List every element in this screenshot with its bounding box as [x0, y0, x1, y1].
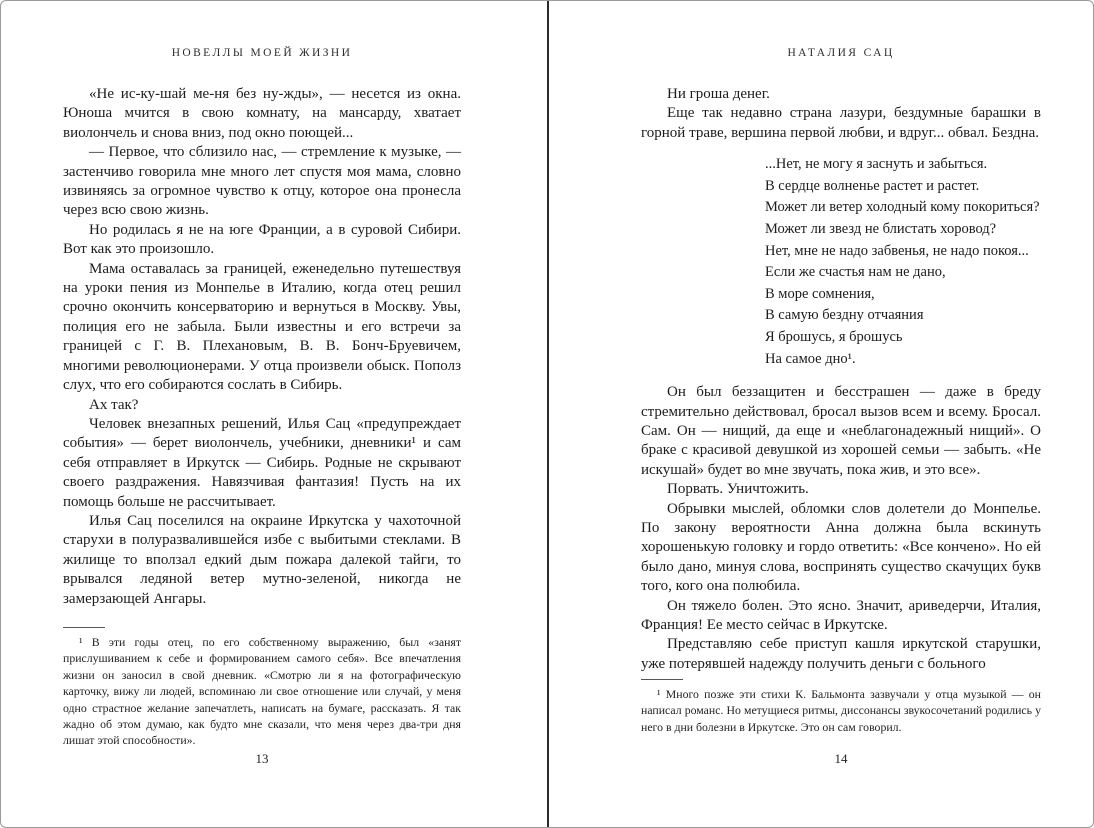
page-right [549, 1, 1094, 827]
paragraph: Ах так? [89, 396, 139, 413]
poem-line: На самое дно¹. [765, 350, 856, 367]
footnote-text: ¹ В эти годы отец, по его собственному выражению, был «занят прислушиванием к себе и формированием самого себя». Все впечатления жизни он заносил в свой дневник. «Смотрю ли я на фотографическую карточку, вижу ли людей, вспоминаю ли свое отношение или случай, у меня одно страстное желание запечатлеть, написать на бумаге, рассказать. Я так жадно об этом думаю, как будто мне сказали, что меня через два-три дня лишат этой способности». [63, 635, 461, 748]
paragraph: Человек внезапных решений, Илья Сац «предупреждает события» — берет виолончель, учебники, дневники¹ и сам себя отправляет в Иркутск — Сибирь. Родные не скрывают своего раздражения. Навязчивая фантазия! Пусть на их помощь больше не рассчитывает. [63, 415, 461, 510]
running-head-left: НОВЕЛЛЫ МОЕЙ ЖИЗНИ [171, 47, 353, 59]
page-number-right: 14 [834, 751, 848, 766]
footnote-rule [63, 627, 105, 628]
paragraph: Мама оставалась за границей, еженедельно путешествуя на уроки пения из Монпелье в Италию, когда отец решил срочно окончить консерваторию и вернуться в Москву. Увы, полиция его не забыла. Были известны и его встречи за границей с Г. В. Плехановым, В. В. Бонч-Бруевичем, многими революционерами. У отца произвели обыск. Пополз слух, что его собираются сослать в Сибирь. [63, 260, 461, 394]
paragraph: Еще так недавно страна лазури, бездумные барашки в горной траве, вершина первой любви, и вдруг... обвал. Бездна. [641, 105, 1041, 141]
poem-block [765, 154, 1041, 370]
page-left [1, 1, 547, 827]
poem-line: Я брошусь, я брошусь [765, 328, 903, 345]
poem-line: Нет, мне не надо забвенья, не надо покоя... [765, 242, 1029, 259]
footnote-text: ¹ Много позже эти стихи К. Бальмонта зазвучали у отца музыкой — он написал романс. Но метущиеся ритмы, диссонансы звукосочетаний родились у него в дни болезни в Иркутске. Это он сам говорил. [641, 687, 1041, 734]
footnote-right [641, 679, 1041, 735]
poem-line: Если же счастья нам не дано, [765, 264, 946, 281]
poem-line: ...Нет, не могу я заснуть и забыться. [765, 156, 988, 173]
paragraph: Ни гроша денег. [667, 86, 770, 102]
paragraph: «Не ис-ку-шай ме-ня без ну-жды», — несется из окна. Юноша мчится в свою комнату, на мансарду, хватает виолончель и снова вниз, под окно поющей... [63, 86, 461, 141]
poem-line: Может ли ветер холодный кому покориться? [765, 199, 1040, 216]
page-number-left: 13 [255, 751, 269, 766]
footnote-rule [641, 679, 683, 680]
paragraph: Илья Сац поселился на окраине Иркутска у чахоточной старухи в полуразвалившейся избе с выбитыми стеклами. В жилище то вползал едкий дым пожара далекой тайги, то врывался ледяной ветер мутно-зеленой, никогда не замерзающей Ангары. [63, 512, 461, 607]
right-body-text [641, 85, 1041, 674]
poem-line: В море сомнения, [765, 285, 875, 302]
poem-line: В сердце волненье растет и растет. [765, 177, 980, 194]
poem-line: Может ли звезд не блистать хоровод? [765, 221, 997, 237]
left-body-text [63, 85, 461, 609]
paragraph: Он тяжело болен. Это ясно. Значит, ариведерчи, Италия, Франция! Ее место сейчас в Иркутске. [641, 597, 1041, 634]
paragraph: Обрывки мыслей, обломки слов долетели до Монпелье. По закону вероятности Анна должна была вскинуть хорошенькую головку и гордо ответить: «Все кончено». Но ей было дано, минуя слова, воспринять существо скачущих букв того, кого она полюбила. [641, 500, 1041, 595]
running-head-right: НАТАЛИЯ САЦ [787, 47, 895, 59]
paragraph: Порвать. Уничтожить. [667, 481, 809, 498]
footnote-left [63, 627, 461, 749]
poem-line: В самую бездну отчаяния [765, 307, 924, 324]
paragraph: Он был беззащитен и бесстрашен — даже в бреду стремительно действовал, бросал вызов всем и всему. Бросал. Сам. Он — нищий, да еще и «неблагонадежный нищий». О браке с красивой девушкой из хорошей семьи — забыть. «Не искушай» будет во мне звучать, пока жив, и это все». [641, 384, 1041, 478]
paragraph: — Первое, что сблизило нас, — стремление к музыке, — застенчиво говорила мне много лет спустя моя мама, словно извиняясь за огромное чувство к отцу, которое она пронесла через всю свою жизнь. [63, 144, 461, 219]
paragraph: Но родилась я не на юге Франции, а в суровой Сибири. Вот как это произошло. [63, 221, 461, 258]
paragraph: Представляю себе приступ кашля иркутской старушки, уже потерявшей надежду получить деньги с больного [641, 636, 1041, 672]
